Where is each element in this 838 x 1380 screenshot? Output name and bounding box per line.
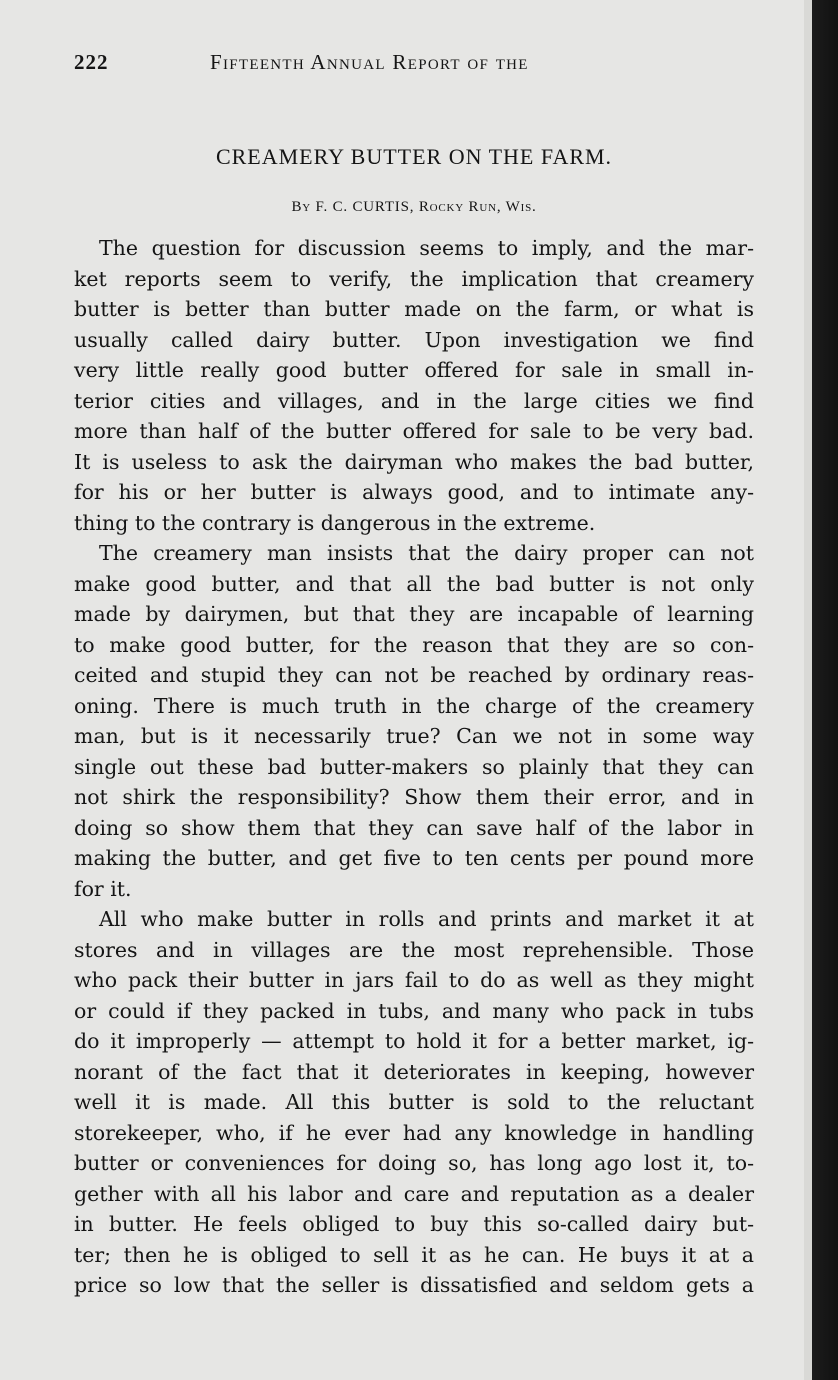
text-line: very little really good butter offered for sale in small in- [74, 358, 754, 382]
text-line: single out these bad butter-makers so plainly that they can [74, 754, 754, 779]
text-line: thing to the contrary is dangerous in the extreme. [74, 510, 596, 535]
text-line: ter; then he is obliged to sell it as he can. He buys it at a [74, 1242, 754, 1267]
text-line: who pack their butter in jars fail to do as well as they might [74, 968, 754, 992]
text-line: butter or conveniences for doing so, has long ago lost it, to- [74, 1151, 754, 1175]
text-line: ket reports seem to verify, the implication that creamery [74, 266, 754, 291]
text-line: not shirk the responsibility? Show them their error, and in [74, 785, 754, 809]
text-line: It is useless to ask the dairyman who makes the bad butter, [74, 449, 754, 474]
text-line: do it improperly — attempt to hold it for a better market, ig- [74, 1029, 754, 1053]
text-line: The creamery man insists that the dairy proper can not [99, 541, 754, 565]
text-line: to make good butter, for the reason that they are so con- [74, 632, 754, 657]
article-byline: By F. C. CURTIS, Rocky Run, Wis. [291, 199, 537, 215]
text-line: stores and in villages are the most reprehensible. Those [74, 937, 754, 962]
page-number: 222 [74, 50, 109, 74]
text-line: doing so show them that they can save half of the labor in [74, 815, 754, 840]
text-line: more than half of the butter offered for sale to be very bad. [74, 419, 754, 443]
article-title: CREAMERY BUTTER ON THE FARM. [215, 144, 613, 169]
text-line: make good butter, and that all the bad butter is not only [74, 571, 754, 596]
text-line: norant of the fact that it deteriorates in keeping, however [74, 1059, 754, 1084]
text-line: made by dairymen, but that they are incapable of learning [74, 602, 754, 626]
text-line: man, but is it necessarily true? Can we not in some way [74, 724, 754, 748]
running-title: Fifteenth Annual Report of the [210, 50, 529, 74]
running-header [74, 50, 754, 80]
text-line: storekeeper, who, if he ever had any knowledge in handling [74, 1120, 754, 1145]
text-line: usually called dairy butter. Upon investigation we find [74, 327, 754, 352]
text-line: or could if they packed in tubs, and many who pack in tubs [74, 998, 754, 1023]
article-body [74, 233, 754, 1301]
text-line: The question for discussion seems to imply, and the mar- [99, 236, 754, 260]
book-binding-edge [804, 0, 838, 1380]
text-line: price so low that the seller is dissatisfied and seldom gets a [74, 1273, 754, 1297]
text-line: gether with all his labor and care and reputation as a dealer [74, 1181, 754, 1206]
text-line: terior cities and villages, and in the large cities we find [74, 388, 754, 413]
text-line: All who make butter in rolls and prints and market it at [99, 907, 754, 931]
text-line: making the butter, and get five to ten cents per pound more [74, 846, 754, 870]
text-line: ceited and stupid they can not be reached by ordinary reas- [74, 663, 754, 687]
text-line: butter is better than butter made on the farm, or what is [74, 297, 754, 321]
text-line: in butter. He feels obliged to buy this so-called dairy but- [74, 1212, 754, 1236]
text-line: for his or her butter is always good, and to intimate any- [74, 480, 754, 504]
text-line: oning. There is much truth in the charge of the creamery [74, 693, 754, 718]
text-line: for it. [74, 876, 132, 901]
text-line: well it is made. All this butter is sold to the reluctant [74, 1090, 754, 1114]
